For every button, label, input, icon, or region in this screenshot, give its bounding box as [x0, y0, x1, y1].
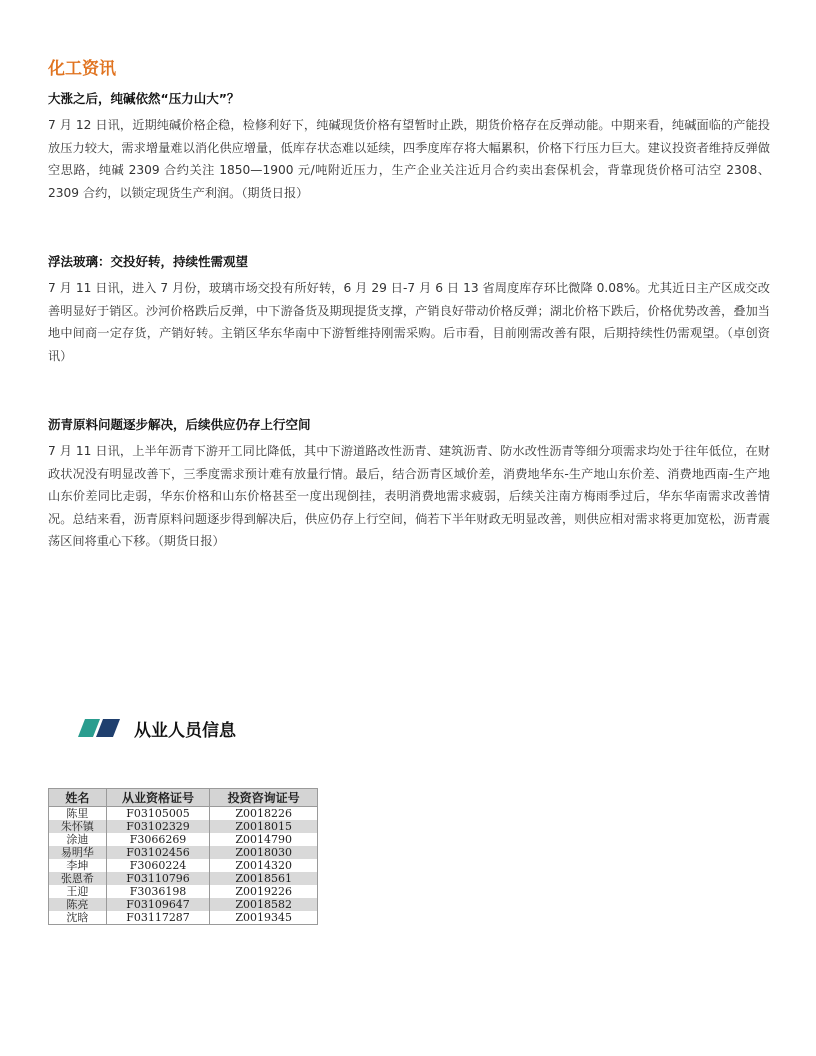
- staff-name: 陈亮: [49, 898, 107, 911]
- consulting-no: Z0018582: [210, 898, 318, 911]
- article-body: 7 月 11 日讯，上半年沥青下游开工同比降低，其中下游道路改性沥青、建筑沥青、防水改性沥青等细分项需求均处于往年低位，在财政状况没有明显改善下，三季度需求预计难有放量行情。最后，结合沥青区域价差，消费地华东-生产地山东价差、消费地西南-生产地山东价差同比走弱，华东价格和山东价格甚至一度出现倒挂，表明消费地需求疲弱，后续关注南方梅雨季过后，华东华南需求改善情况。总结来看，沥青原料问题逐步得到解决后，供应仍存上行空间，倘若下半年财政无明显改善，则供应相对需求将更加宽松，沥青震荡区间将重心下移。（期货日报）: [48, 444, 770, 548]
- table-header-row: [49, 789, 318, 807]
- staff-section-header: [78, 716, 236, 740]
- consulting-no: Z0019226: [210, 885, 318, 898]
- table-row: [49, 859, 318, 872]
- consulting-no: Z0018561: [210, 872, 318, 885]
- table-row: [49, 898, 318, 911]
- table-row: [49, 807, 318, 821]
- staff-table: [48, 788, 318, 925]
- table-row: [49, 885, 318, 898]
- consulting-no: Z0018030: [210, 846, 318, 859]
- qualification-no: F3036198: [106, 885, 210, 898]
- staff-name: 李坤: [49, 859, 107, 872]
- staff-name: 张恩希: [49, 872, 107, 885]
- qualification-no: F3060224: [106, 859, 210, 872]
- consulting-no: Z0018226: [210, 807, 318, 821]
- header-consulting-no: 投资咨询证号: [210, 789, 318, 807]
- article-title: 大涨之后，纯碱依然“压力山大”？: [48, 91, 240, 106]
- staff-name: 陈里: [49, 807, 107, 821]
- consulting-no: Z0014320: [210, 859, 318, 872]
- consulting-no: Z0014790: [210, 833, 318, 846]
- table-row: [49, 833, 318, 846]
- news-article: [48, 253, 770, 367]
- qualification-no: F03109647: [106, 898, 210, 911]
- news-article: [48, 416, 770, 553]
- qualification-no: F3066269: [106, 833, 210, 846]
- section-title: 化工资讯: [48, 59, 116, 79]
- consulting-no: Z0019345: [210, 911, 318, 925]
- table-row: [49, 911, 318, 925]
- consulting-no: Z0018015: [210, 820, 318, 833]
- article-title: 浮法玻璃：交投好转，持续性需观望: [48, 254, 249, 269]
- article-title: 沥青原料问题逐步解决，后续供应仍存上行空间: [48, 417, 311, 432]
- qualification-no: F03102456: [106, 846, 210, 859]
- qualification-no: F03110796: [106, 872, 210, 885]
- qualification-no: F03102329: [106, 820, 210, 833]
- qualification-no: F03117287: [106, 911, 210, 925]
- staff-name: 涂迪: [49, 833, 107, 846]
- staff-name: 王迎: [49, 885, 107, 898]
- header-name: 姓名: [49, 789, 107, 807]
- qualification-no: F03105005: [106, 807, 210, 821]
- table-row: [49, 846, 318, 859]
- article-body: 7 月 12 日讯，近期纯碱价格企稳，检修利好下，纯碱现货价格有望暂时止跌，期货价格存在反弹动能。中期来看，纯碱面临的产能投放压力较大，需求增量难以消化供应增量，低库存状态难以延续，四季度库存将大幅累积，价格下行压力巨大。建议投资者维持反弹做空思路，纯碱 2309 合约关注 1850—1900 元/吨附近压力，生产企业关注近月合约卖出套保机会，背靠现货价格可沽空 2308、2309 合约，以锁定现货生产利润。（期货日报）: [48, 118, 770, 200]
- staff-name: 朱怀镇: [49, 820, 107, 833]
- news-article: [48, 90, 770, 204]
- staff-name: 易明华: [49, 846, 107, 859]
- table-row: [49, 872, 318, 885]
- table-row: [49, 820, 318, 833]
- header-qualification-no: 从业资格证号: [106, 789, 210, 807]
- section-bars-icon: [78, 719, 122, 737]
- staff-name: 沈晗: [49, 911, 107, 925]
- article-body: 7 月 11 日讯，进入 7 月份，玻璃市场交投有所好转，6 月 29 日-7 月 6 日 13 省周度库存环比微降 0.08%。尤其近日主产区成交改善明显好于销区。沙河价格跌后反弹，中下游备货及期现提货支撑，产销良好带动价格反弹；湖北价格下跌后，价格优势改善，叠加当地中间商一定存货，产销好转。主销区华东华南中下游暂维持刚需采购。后市看，目前刚需改善有限，后期持续性仍需观望。（卓创资讯）: [48, 281, 770, 363]
- staff-section-title: 从业人员信息: [134, 720, 236, 741]
